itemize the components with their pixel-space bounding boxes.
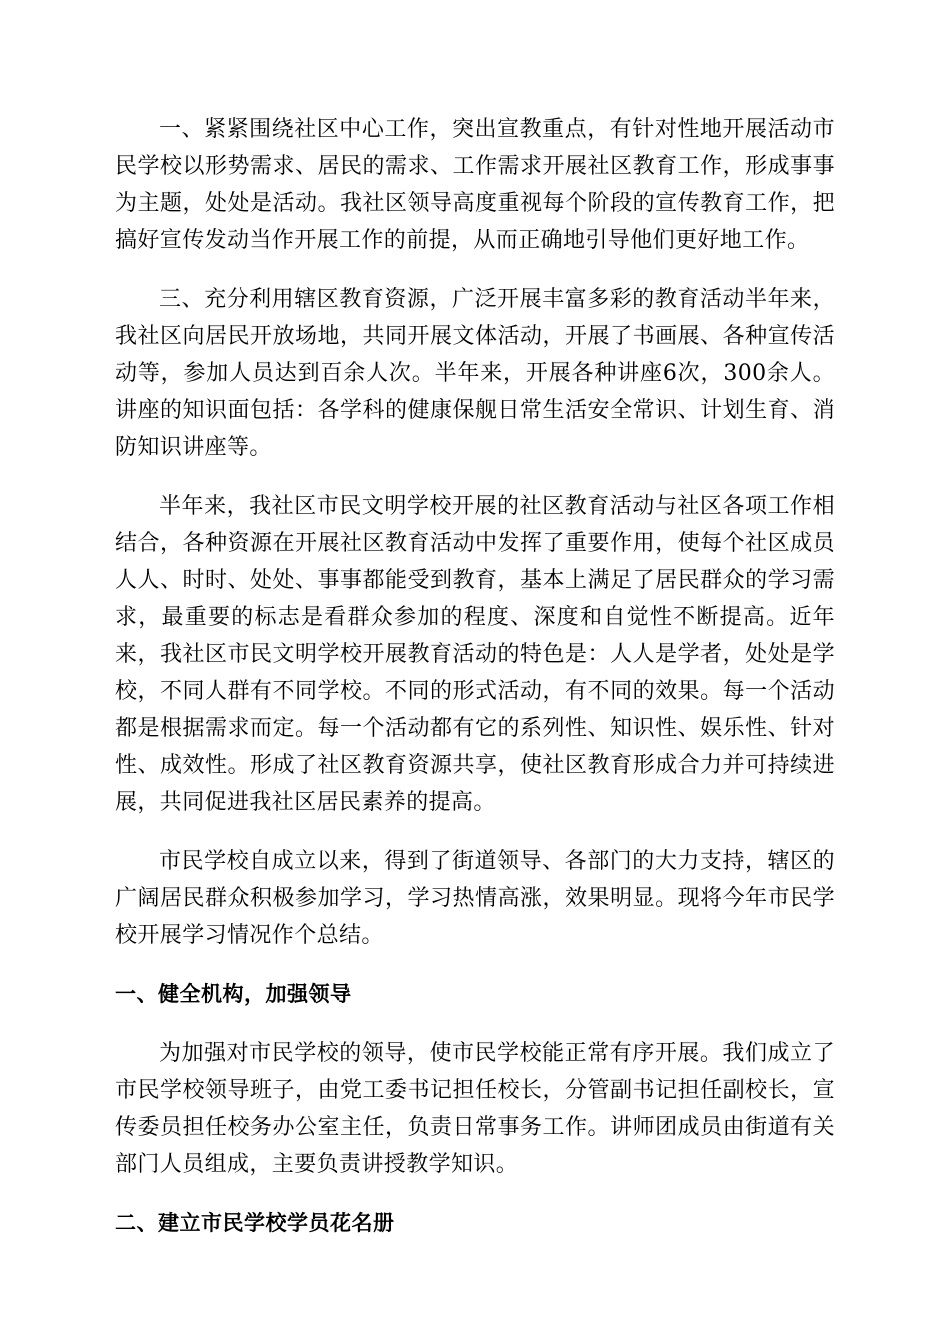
section-heading-1: 一、健全机构，加强领导 [115,982,352,1006]
paragraph-2: 三、充分利用辖区教育资源，广泛开展丰富多彩的教育活动半年来，我社区向居民开放场地，共同开展文体活动，开展了书画展、各种宣传活动等，参加人员达到百余人次。半年来，开展各种讲座6次，300余人。讲座的知识面包括：各学科的健康保舰日常生活安全常识、计划生育、消防知识讲座等。 [115,287,835,460]
document-page [115,111,835,1264]
paragraph-3: 半年来，我社区市民文明学校开展的社区教育活动与社区各项工作相结合，各种资源在开展社区教育活动中发挥了重要作用，使每个社区成员人人、时时、处处、事事都能受到教育，基本上满足了居民群众的学习需求，最重要的标志是看群众参加的程度、深度和自觉性不断提高。近年来，我社区市民文明学校开展教育活动的特色是：人人是学者，处处是学校，不同人群有不同学校。不同的形式活动，有不同的效果。每一个活动都是根据需求而定。每一个活动都有它的系列性、知识性、娱乐性、针对性、成效性。形成了社区教育资源共享，使社区教育形成合力并可持续进展，共同促进我社区居民素养的提高。 [115,494,835,815]
paragraph-4: 市民学校自成立以来，得到了街道领导、各部门的大力支持，辖区的广阔居民群众积极参加学习，学习热情高涨，效果明显。现将今年市民学校开展学习情况作个总结。 [115,849,835,948]
section-heading-2: 二、建立市民学校学员花名册 [115,1211,395,1235]
paragraph-1: 一、紧紧围绕社区中心工作，突出宣教重点，有针对性地开展活动市民学校以形势需求、居民的需求、工作需求开展社区教育工作，形成事事为主题，处处是活动。我社区领导高度重视每个阶段的宣传教育工作，把搞好宣传发动当作开展工作的前提，从而正确地引导他们更好地工作。 [115,117,835,253]
paragraph-5: 为加强对市民学校的领导，使市民学校能正常有序开展。我们成立了市民学校领导班子，由党工委书记担任校长，分管副书记担任副校长，宣传委员担任校务办公室主任，负责日常事务工作。讲师团成员由街道有关部门人员组成，主要负责讲授教学知识。 [115,1041,835,1177]
